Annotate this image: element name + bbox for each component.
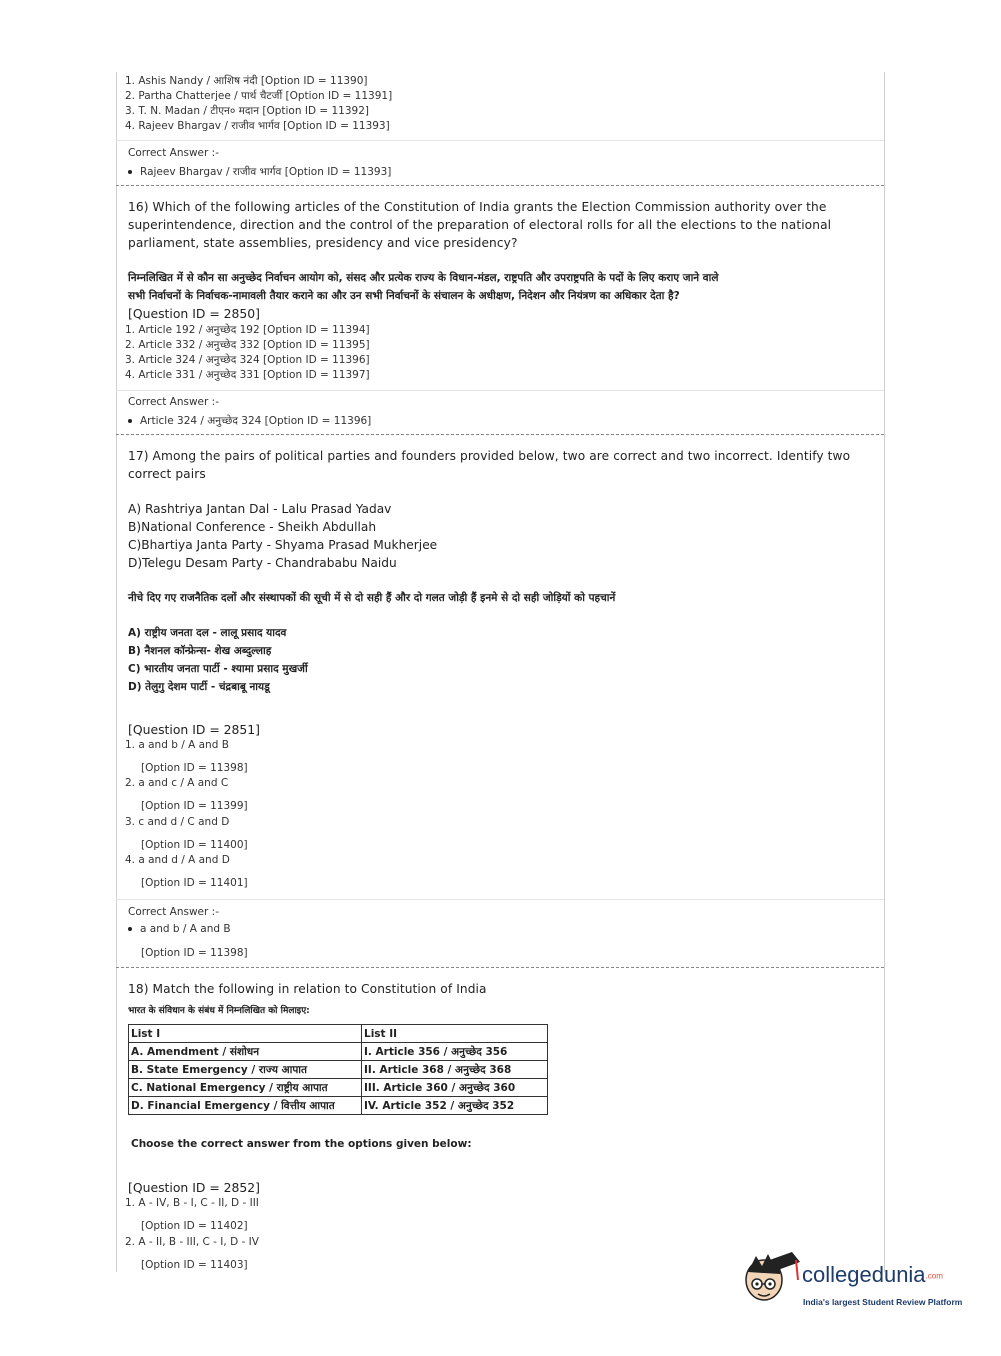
q17-correct-text: a and b / A and B [140,923,231,935]
q16-option-4: 4. Article 331 / अनुच्छेद 331 [Option ID = 11397] [125,369,370,381]
q17-option-1-id: [Option ID = 11398] [141,762,248,774]
collegedunia-mascot-icon [742,1250,802,1308]
q17-option-2: 2. a and c / A and C [125,777,229,789]
q18-option-2: 2. A - II, B - III, C - I, D - IV [125,1236,259,1248]
q17-option-4-id: [Option ID = 11401] [141,877,248,889]
table-row [129,1061,548,1079]
list-1-cell: D. Financial Emergency / वित्तीय आपात [129,1097,362,1115]
separator [116,390,884,391]
q16-correct-label: Correct Answer :- [128,396,219,408]
question-divider [116,434,884,435]
q17-hindi-intro: नीचे दिए गए राजनैतिक दलों और संस्थापकों की सूची में से दो सही हैं और दो गलत जोड़ी हैं इनमे से दो सही जोड़ियों को पहचानें [128,592,616,604]
q17-correct-id: [Option ID = 11398] [141,947,248,959]
separator [116,899,884,900]
q17-question-id: [Question ID = 2851] [128,722,261,737]
bullet-icon [128,170,132,174]
q17-correct-answer [128,923,231,935]
separator [116,140,884,141]
q16-correct-answer [128,414,371,428]
q17-option-3: 3. c and d / C and D [125,816,230,828]
list-2-cell: II. Article 368 / अनुच्छेद 368 [362,1061,548,1079]
q17-pair-en-b: B)National Conference - Sheikh Abdullah [128,520,377,534]
q17-text-line-1: 17) Among the pairs of political parties and founders provided below, two are correct and two incorrect. Identify two [128,449,851,463]
match-table-header [129,1025,548,1043]
q15-correct-answer [128,165,391,179]
list-2-cell: IV. Article 352 / अनुच्छेद 352 [362,1097,548,1115]
brand-suffix: .com [925,1271,943,1281]
list-1-cell: B. State Emergency / राज्य आपात [129,1061,362,1079]
left-border [116,72,117,1272]
q17-text-line-2: correct pairs [128,467,206,481]
q18-option-1-id: [Option ID = 11402] [141,1220,248,1232]
q17-option-1: 1. a and b / A and B [125,739,229,751]
q17-correct-label: Correct Answer :- [128,906,219,918]
q15-option-3: 3. T. N. Madan / टीएन० मदान [Option ID = 11392] [125,105,370,117]
q18-question-id: [Question ID = 2852] [128,1180,261,1195]
q15-correct-text: Rajeev Bhargav / राजीव भार्गव [Option ID = 11393] [140,166,392,178]
q17-pair-en-c: C)Bhartiya Janta Party - Shyama Prasad Mukherjee [128,538,438,552]
list-1-cell: A. Amendment / संशोधन [129,1043,362,1061]
q18-option-1: 1. A - IV, B - I, C - II, D - III [125,1197,259,1209]
q18-hindi-text: भारत के संविधान के संबंध में निम्नलिखित को मिलाइए: [128,1006,310,1016]
q17-option-2-id: [Option ID = 11399] [141,800,248,812]
q16-text-line-3: parliament, state assemblies, presidency and vice presidency? [128,236,518,250]
q16-text-line-2: superintendence, direction and the control of the preparation of electoral rolls for all the elections to the national [128,218,832,232]
q18-instruction: Choose the correct answer from the options given below: [131,1138,472,1150]
q16-hindi-line-1: निम्नलिखित में से कौन सा अनुच्छेद निर्वाचन आयोग को, संसद और प्रत्येक राज्य के विधान-मंडल, राष्ट्रपति और उपराष्ट्रपति के पदों के लिए कराए जाने वाले [128,272,719,284]
list-1-header: List I [129,1025,362,1043]
bullet-icon [128,419,132,423]
q17-pair-en-d: D)Telegu Desam Party - Chandrababu Naidu [128,556,397,570]
q16-correct-text: Article 324 / अनुच्छेद 324 [Option ID = 11396] [140,415,372,427]
list-1-cell: C. National Emergency / राष्ट्रीय आपात [129,1079,362,1097]
list-2-header: List II [362,1025,548,1043]
q17-option-3-id: [Option ID = 11400] [141,839,248,851]
match-table [128,1024,548,1115]
q17-pair-hi-a: A) राष्ट्रीय जनता दल - लालू प्रसाद यादव [128,627,287,639]
q16-option-2: 2. Article 332 / अनुच्छेद 332 [Option ID = 11395] [125,339,370,351]
brand-tagline: India's largest Student Review Platform [803,1297,963,1307]
table-row [129,1079,548,1097]
q16-text-line-1: 16) Which of the following articles of the Constitution of India grants the Election Commission authority over the [128,200,827,214]
table-row [129,1043,548,1061]
q15-option-2: 2. Partha Chatterjee / पार्थ चैटर्जी [Option ID = 11391] [125,90,393,102]
q17-pair-hi-b: B) नैशनल कॉन्फ्रेन्स- शेख अब्दुल्लाह [128,645,272,657]
q15-correct-label: Correct Answer :- [128,147,219,159]
q17-option-4: 4. a and d / A and D [125,854,230,866]
q16-hindi-line-2: सभी निर्वाचनों के निर्वाचक-नामावली तैयार कराने का और उन सभी निर्वाचनों के संचालन के अधीक्षण, निदेशन और नियंत्रण का अधिकार देता है? [128,290,680,302]
question-divider [116,967,884,968]
q16-option-3: 3. Article 324 / अनुच्छेद 324 [Option ID = 11396] [125,354,370,366]
q15-option-1: 1. Ashis Nandy / आशिष नंदी [Option ID = 11390] [125,75,368,87]
q18-text: 18) Match the following in relation to Constitution of India [128,982,487,996]
q16-question-id: [Question ID = 2850] [128,306,261,321]
q16-option-1: 1. Article 192 / अनुच्छेद 192 [Option ID = 11394] [125,324,370,336]
table-row [129,1097,548,1115]
q17-pair-hi-d: D) तेलुगु देशम पार्टी - चंद्रबाबू नायडू [128,681,270,693]
list-2-cell: III. Article 360 / अनुच्छेद 360 [362,1079,548,1097]
q17-pair-en-a: A) Rashtriya Jantan Dal - Lalu Prasad Yadav [128,502,392,516]
q18-option-2-id: [Option ID = 11403] [141,1259,248,1271]
list-2-cell: I. Article 356 / अनुच्छेद 356 [362,1043,548,1061]
q15-option-4: 4. Rajeev Bhargav / राजीव भार्गव [Option ID = 11393] [125,120,390,132]
question-divider [116,185,884,186]
q17-pair-hi-c: C) भारतीय जनता पार्टी - श्यामा प्रसाद मुखर्जी [128,663,308,675]
bullet-icon [128,927,132,931]
brand-name [802,1262,943,1288]
brand-name-text: collegedunia [802,1262,926,1287]
right-border [884,72,885,1272]
